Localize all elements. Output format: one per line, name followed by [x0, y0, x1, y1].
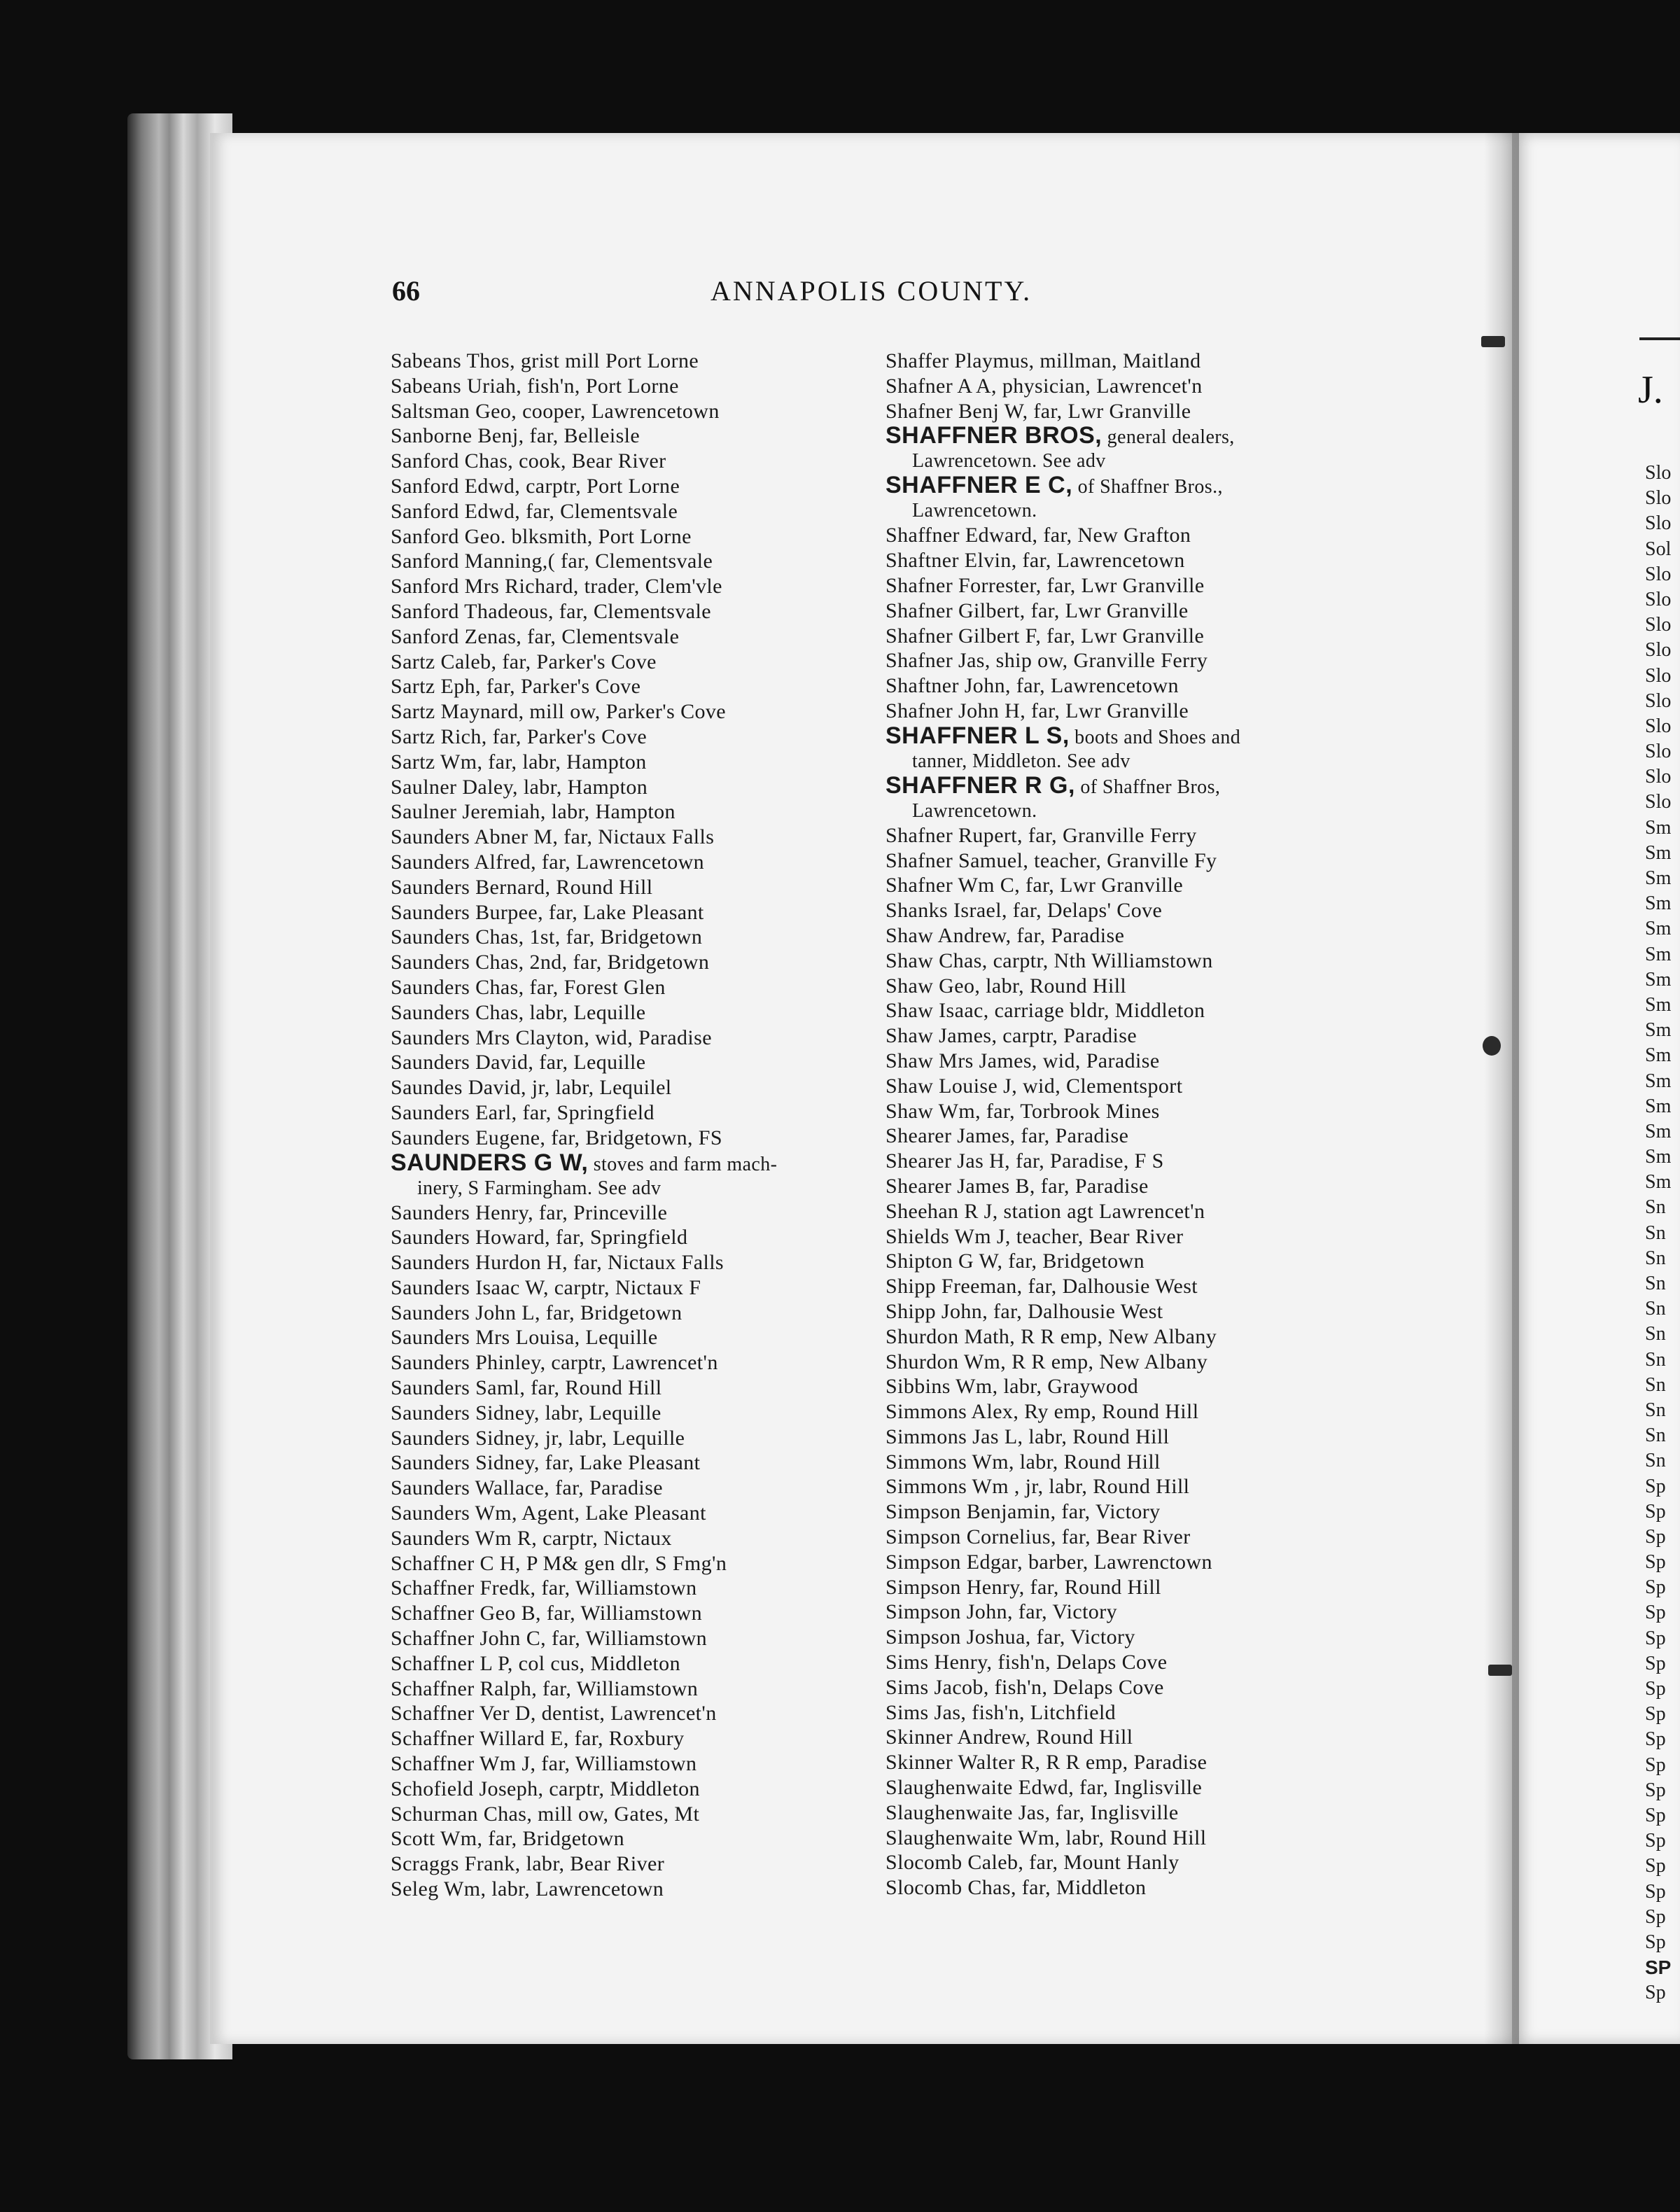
directory-entry: Schaffner C H, P M& gen dlr, S Fmg'n [391, 1551, 727, 1575]
directory-entry: Sims Henry, fish'n, Delaps Cove [886, 1651, 1168, 1674]
right-page-stub: Sp [1645, 1982, 1666, 2004]
binding-stitch [1483, 1036, 1501, 1056]
right-page-stub: Sn [1645, 1450, 1666, 1472]
page-gutter [1484, 133, 1519, 2044]
advertiser-continuation: Lawrencetown. See adv [912, 450, 1106, 472]
right-page-stub: Sp [1645, 1931, 1666, 1953]
advertiser-name: SHAFFNER BROS, [886, 424, 1102, 449]
right-page-stub: Sm [1645, 867, 1672, 889]
right-page-stub: Sn [1645, 1399, 1666, 1421]
directory-entry: Shearer Jas H, far, Paradise, F S [886, 1149, 1164, 1173]
directory-entry: Sanborne Benj, far, Belleisle [391, 424, 640, 448]
directory-entry: Sartz Maynard, mill ow, Parker's Cove [391, 700, 726, 724]
advertiser-description: general dealers, [1102, 426, 1235, 449]
advertiser-continuation: Lawrencetown. [912, 500, 1037, 522]
directory-entry: Sanford Thadeous, far, Clementsvale [391, 599, 711, 623]
right-page-stub: Sol [1645, 538, 1672, 560]
right-page-stub: Slo [1645, 690, 1672, 712]
right-page-title: J. [1638, 368, 1663, 412]
right-page-rule [1639, 337, 1680, 340]
right-page-stub: Sm [1645, 993, 1672, 1016]
directory-entry: Saunders Wm R, carptr, Nictaux [391, 1526, 672, 1550]
right-page-stub: Slo [1645, 639, 1672, 662]
directory-entry: Sabeans Thos, grist mill Port Lorne [391, 349, 699, 372]
directory-entry: Sanford Chas, cook, Bear River [391, 449, 666, 473]
right-page-stub: Sp [1645, 1602, 1666, 1624]
directory-entry: Shafner Rupert, far, Granville Ferry [886, 823, 1197, 847]
directory-entry-advertiser [886, 774, 1362, 823]
binding-stitch [1481, 336, 1505, 347]
directory-entry: Simpson Benjamin, far, Victory [886, 1500, 1161, 1524]
directory-entry: Slocomb Chas, far, Middleton [886, 1876, 1147, 1900]
right-page-stub: Sn [1645, 1298, 1666, 1320]
right-page-stub: Sm [1645, 816, 1672, 839]
page-title: ANNAPOLIS COUNTY. [710, 275, 1032, 307]
directory-entry: Shaw Chas, carptr, Nth Williamstown [886, 948, 1213, 972]
advertiser-name: SAUNDERS G W, [391, 1150, 589, 1176]
directory-entry: Simpson Joshua, far, Victory [886, 1625, 1135, 1649]
binding-stitch [1488, 1665, 1512, 1676]
right-page-stub: Sm [1645, 892, 1672, 915]
right-page-stub: Sn [1645, 1273, 1666, 1294]
directory-entry: Shaw Isaac, carriage bldr, Middleton [886, 999, 1205, 1023]
directory-entry: Sanford Mrs Richard, trader, Clem'vle [391, 575, 722, 598]
directory-entry: Saunders Chas, 2nd, far, Bridgetown [391, 951, 710, 974]
directory-entry: Shanks Israel, far, Delaps' Cove [886, 899, 1163, 923]
directory-entry: Shaffner Edward, far, New Grafton [886, 524, 1191, 547]
directory-entry: Saunders Burpee, far, Lake Pleasant [391, 900, 704, 924]
directory-entry: Simpson Cornelius, far, Bear River [886, 1525, 1191, 1549]
directory-entry: Schaffner John C, far, Williamstown [391, 1627, 708, 1651]
right-page-stub: Sn [1645, 1222, 1666, 1244]
directory-entry: Sims Jas, fish'n, Litchfield [886, 1700, 1116, 1724]
right-page-stub: Slo [1645, 791, 1672, 813]
right-page-stub: Sm [1645, 1146, 1672, 1168]
directory-entry: Saunders Alfred, far, Lawrencetown [391, 850, 705, 874]
right-page-stub: Slo [1645, 563, 1672, 585]
directory-entry: Shaffer Playmus, millman, Maitland [886, 349, 1201, 372]
right-page-stub: Sp [1645, 1703, 1666, 1726]
directory-entry-advertiser [391, 1151, 853, 1200]
right-page-stub: Slo [1645, 588, 1672, 610]
directory-entry: Shurdon Wm, R R emp, New Albany [886, 1350, 1208, 1373]
directory-entry: Saulner Jeremiah, labr, Hampton [391, 800, 676, 824]
directory-entry: Shields Wm J, teacher, Bear River [886, 1224, 1184, 1248]
right-page-stub: Sm [1645, 1120, 1672, 1142]
directory-entry: Saunders Phinley, carptr, Lawrencet'n [391, 1351, 718, 1375]
directory-entry: Saunders David, far, Lequille [391, 1051, 646, 1074]
directory-entry: Shafner Samuel, teacher, Granville Fy [886, 848, 1217, 872]
advertiser-description: boots and Shoes and [1069, 726, 1241, 748]
right-page-stub: Slo [1645, 715, 1672, 737]
right-page-stub: Slo [1645, 741, 1672, 763]
right-page-stub: Sm [1645, 841, 1672, 864]
directory-entry: Simmons Wm , jr, labr, Round Hill [886, 1475, 1190, 1499]
page-number: 66 [392, 275, 420, 307]
directory-entry: Sanford Edwd, carptr, Port Lorne [391, 474, 680, 498]
directory-entry: Shaw James, carptr, Paradise [886, 1024, 1138, 1048]
directory-entry: Simpson John, far, Victory [886, 1600, 1117, 1624]
directory-entry: Sibbins Wm, labr, Graywood [886, 1375, 1139, 1399]
directory-entry: Saunders Isaac W, carptr, Nictaux F [391, 1275, 701, 1299]
directory-entry-advertiser [886, 724, 1362, 774]
directory-entry: Schaffner Ver D, dentist, Lawrencet'n [391, 1702, 717, 1726]
advertiser-description: of Shaffner Bros, [1074, 776, 1221, 798]
right-page-column-stubs [1645, 461, 1680, 2005]
directory-entry: Schaffner L P, col cus, Middleton [391, 1651, 680, 1675]
directory-entry: Shipton G W, far, Bridgetown [886, 1250, 1144, 1273]
directory-entry: Saunders Henry, far, Princeville [391, 1200, 668, 1224]
directory-entry: Schofield Joseph, carptr, Middleton [391, 1777, 700, 1800]
directory-entry: Shafner Wm C, far, Lwr Granville [886, 874, 1184, 897]
right-page-stub: Sp [1645, 1551, 1666, 1574]
directory-entry: Sartz Caleb, far, Parker's Cove [391, 650, 657, 673]
advertiser-continuation: inery, S Farmingham. See adv [417, 1177, 662, 1199]
directory-entry: Schurman Chas, mill ow, Gates, Mt [391, 1802, 700, 1826]
directory-entry: Shaftner Elvin, far, Lawrencetown [886, 549, 1185, 573]
right-page-stub: Sp [1645, 1525, 1666, 1548]
directory-entry: Shafner Gilbert, far, Lwr Granville [886, 598, 1189, 622]
directory-entry: Shafner Forrester, far, Lwr Granville [886, 573, 1205, 597]
advertiser-name: SHAFFNER R G, [886, 773, 1075, 799]
right-page-stub: SP [1645, 1956, 1672, 1979]
advertiser-continuation: tanner, Middleton. See adv [912, 750, 1130, 772]
directory-entry: Sartz Eph, far, Parker's Cove [391, 675, 641, 699]
page-header [392, 274, 1323, 309]
right-page-stub: Sp [1645, 1880, 1666, 1903]
right-page-stub: Sp [1645, 1652, 1666, 1674]
directory-entry: Saundes David, jr, labr, Lequilel [391, 1076, 672, 1100]
directory-entry: Saltsman Geo, cooper, Lawrencetown [391, 399, 720, 423]
directory-column-left [391, 349, 853, 1902]
directory-entry: Saunders Wallace, far, Paradise [391, 1476, 663, 1500]
directory-entry: Saunders Sidney, far, Lake Pleasant [391, 1451, 701, 1475]
right-page-stub: Sm [1645, 1044, 1672, 1067]
directory-entry: Saunders Chas, labr, Lequille [391, 1000, 646, 1024]
directory-entry: Sartz Wm, far, labr, Hampton [391, 750, 647, 774]
right-page-stub: Sn [1645, 1323, 1666, 1345]
directory-entry: Sheehan R J, station agt Lawrencet'n [886, 1199, 1205, 1223]
directory-entry: Saunders John L, far, Bridgetown [391, 1301, 682, 1324]
directory-entry: Sanford Manning,( far, Clementsvale [391, 550, 713, 573]
directory-entry: Shafner John H, far, Lwr Granville [886, 699, 1189, 722]
right-page-stub: Sp [1645, 1779, 1666, 1801]
directory-entry: Shaw Louise J, wid, Clementsport [886, 1074, 1183, 1098]
directory-entry: Saunders Eugene, far, Bridgetown, FS [391, 1126, 722, 1149]
directory-entry: Shaw Andrew, far, Paradise [886, 923, 1125, 947]
right-page-stub: Sm [1645, 943, 1672, 965]
advertiser-name: SHAFFNER E C, [886, 473, 1073, 499]
right-page-stub: Sp [1645, 1754, 1666, 1776]
directory-entry: Slaughenwaite Edwd, far, Inglisville [886, 1776, 1203, 1800]
directory-entry: Simpson Edgar, barber, Lawrenctown [886, 1550, 1212, 1574]
directory-entry: Sanford Geo. blksmith, Port Lorne [391, 524, 692, 548]
directory-entry: Saunders Chas, far, Forest Glen [391, 975, 666, 999]
directory-entry: Schaffner Willard E, far, Roxbury [391, 1727, 685, 1751]
directory-entry: Saunders Hurdon H, far, Nictaux Falls [391, 1251, 724, 1275]
right-page-stub: Sm [1645, 1070, 1672, 1092]
right-page-stub: Slo [1645, 512, 1672, 535]
directory-entry: Shafner Benj W, far, Lwr Granville [886, 399, 1191, 423]
directory-entry: Saunders Chas, 1st, far, Bridgetown [391, 925, 703, 949]
right-page-stub: Sm [1645, 968, 1672, 990]
right-page-stub: Sn [1645, 1247, 1666, 1269]
directory-entry: Simmons Alex, Ry emp, Round Hill [886, 1400, 1199, 1424]
directory-entry: Schaffner Ralph, far, Williamstown [391, 1676, 699, 1700]
directory-entry: Shipp John, far, Dalhousie West [886, 1299, 1163, 1323]
directory-column-right [886, 349, 1362, 1900]
directory-entry: Schaffner Geo B, far, Williamstown [391, 1602, 702, 1625]
right-page-stub: Sp [1645, 1475, 1666, 1497]
directory-entry: Shearer James, far, Paradise [886, 1124, 1129, 1148]
right-page-stub: Sn [1645, 1196, 1666, 1219]
directory-entry: Simmons Jas L, labr, Round Hill [886, 1424, 1170, 1448]
directory-entry: Saunders Mrs Clayton, wid, Paradise [391, 1026, 712, 1049]
directory-entry: Schaffner Fredk, far, Williamstown [391, 1576, 697, 1600]
directory-entry: Shafner Gilbert F, far, Lwr Granville [886, 624, 1205, 648]
right-page-stub: Sp [1645, 1830, 1666, 1852]
right-page-stub: Sn [1645, 1348, 1666, 1371]
directory-entry: Shurdon Math, R R emp, New Albany [886, 1324, 1217, 1348]
directory-entry: Shaw Geo, labr, Round Hill [886, 974, 1127, 997]
right-page-stub: Sn [1645, 1373, 1666, 1396]
directory-entry: Saunders Mrs Louisa, Lequille [391, 1326, 658, 1350]
right-page-stub: Sm [1645, 1171, 1672, 1194]
directory-entry: Saunders Earl, far, Springfield [391, 1100, 654, 1124]
advertiser-continuation: Lawrencetown. [912, 799, 1037, 822]
directory-entry: Shafner Jas, ship ow, Granville Ferry [886, 649, 1208, 673]
directory-entry: Scott Wm, far, Bridgetown [391, 1827, 625, 1851]
right-page-stub: Sm [1645, 1095, 1672, 1117]
right-page-stub: Sp [1645, 1905, 1666, 1928]
directory-entry-advertiser [886, 424, 1362, 473]
directory-entry: Skinner Andrew, Round Hill [886, 1726, 1133, 1749]
directory-entry-advertiser [886, 473, 1362, 523]
directory-entry: Saulner Daley, labr, Hampton [391, 775, 648, 799]
directory-entry: Slaughenwaite Jas, far, Inglisville [886, 1800, 1179, 1824]
right-page-stub: Sn [1645, 1424, 1666, 1447]
directory-entry: Shafner A A, physician, Lawrencet'n [886, 374, 1203, 398]
right-page-stub: Sp [1645, 1627, 1666, 1649]
right-page-stub: Sp [1645, 1500, 1666, 1522]
right-page-stub: Slo [1645, 766, 1672, 788]
advertiser-description: stoves and farm mach- [588, 1153, 778, 1175]
directory-entry: Slaughenwaite Wm, labr, Round Hill [886, 1826, 1207, 1849]
right-page-stub: Sp [1645, 1678, 1666, 1700]
right-page-stub: Sp [1645, 1576, 1666, 1599]
directory-entry: Seleg Wm, labr, Lawrencetown [391, 1877, 664, 1901]
directory-entry: Simpson Henry, far, Round Hill [886, 1575, 1161, 1599]
right-page-stub: Slo [1645, 462, 1672, 484]
right-page-stub: Sm [1645, 918, 1672, 940]
directory-entry: Saunders Sidney, labr, Lequille [391, 1401, 662, 1424]
directory-entry: Saunders Abner M, far, Nictaux Falls [391, 825, 715, 849]
right-page-stub: Sp [1645, 1728, 1666, 1751]
directory-entry: Skinner Walter R, R R emp, Paradise [886, 1751, 1208, 1774]
directory-entry: Schaffner Wm J, far, Williamstown [391, 1752, 697, 1776]
directory-entry: Shaw Wm, far, Torbrook Mines [886, 1099, 1160, 1123]
directory-entry: Saunders Wm, Agent, Lake Pleasant [391, 1502, 706, 1525]
directory-entry: Shipp Freeman, far, Dalhousie West [886, 1275, 1198, 1298]
right-page-stub: Slo [1645, 664, 1672, 687]
directory-entry: Scraggs Frank, labr, Bear River [391, 1852, 665, 1876]
directory-entry: Simmons Wm, labr, Round Hill [886, 1450, 1161, 1474]
directory-entry: Shaftner John, far, Lawrencetown [886, 674, 1179, 698]
directory-entry: Sabeans Uriah, fish'n, Port Lorne [391, 374, 679, 398]
directory-entry: Shearer James B, far, Paradise [886, 1174, 1149, 1198]
advertiser-name: SHAFFNER L S, [886, 723, 1070, 749]
directory-entry: Saunders Sidney, jr, labr, Lequille [391, 1426, 685, 1450]
directory-entry: Sanford Zenas, far, Clementsvale [391, 624, 680, 648]
advertiser-description: of Shaffner Bros., [1072, 476, 1223, 498]
directory-entry: Saunders Bernard, Round Hill [391, 875, 653, 899]
right-page-stub: Sp [1645, 1855, 1666, 1877]
directory-entry: Sanford Edwd, far, Clementsvale [391, 499, 678, 523]
right-page-stub: Sm [1645, 1019, 1672, 1042]
directory-entry: Saunders Saml, far, Round Hill [391, 1376, 662, 1400]
directory-entry: Shaw Mrs James, wid, Paradise [886, 1049, 1160, 1072]
directory-entry: Sims Jacob, fish'n, Delaps Cove [886, 1675, 1164, 1699]
right-page-stub: Slo [1645, 614, 1672, 636]
directory-entry: Slocomb Caleb, far, Mount Hanly [886, 1851, 1180, 1875]
right-page-stub: Slo [1645, 487, 1672, 510]
directory-entry: Saunders Howard, far, Springfield [391, 1226, 688, 1250]
right-page-stub: Sp [1645, 1804, 1666, 1826]
directory-entry: Sartz Rich, far, Parker's Cove [391, 724, 648, 748]
